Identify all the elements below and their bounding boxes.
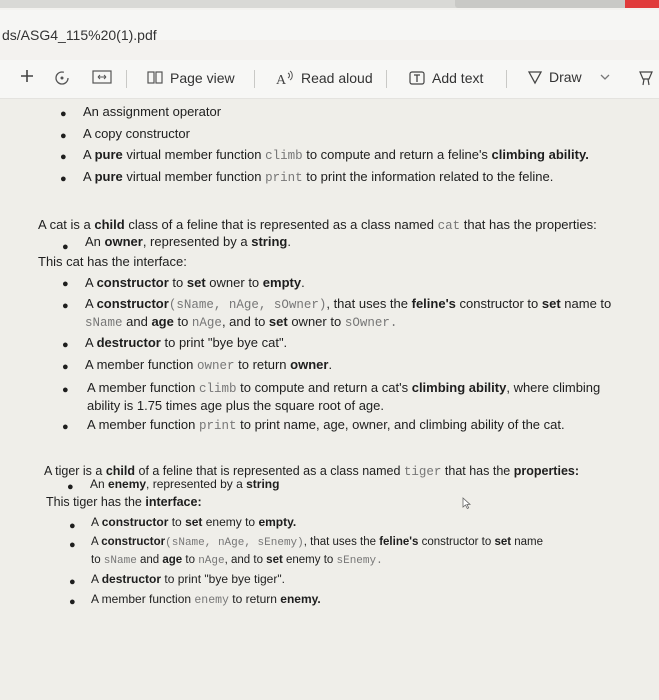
text-run: interface: xyxy=(145,495,202,509)
text-run: A member function xyxy=(85,357,197,372)
add-text-label: Add text xyxy=(432,70,484,86)
list-item xyxy=(87,415,565,436)
text-run: A xyxy=(85,296,97,311)
text-run: A copy constructor xyxy=(83,126,190,141)
tiger-property xyxy=(90,474,279,494)
text-run: . xyxy=(301,275,305,290)
bullet: ● xyxy=(60,108,67,120)
text-run: to xyxy=(168,275,187,290)
text-run: climbing ability xyxy=(411,380,507,395)
text-run: empty xyxy=(262,275,302,290)
text-run: to compute and return a cat's xyxy=(236,380,412,395)
text-run: An xyxy=(85,234,105,249)
bullet: ● xyxy=(62,339,69,351)
list-item xyxy=(91,512,296,532)
text-run: child xyxy=(105,464,136,478)
text-run: , where climbing xyxy=(506,380,601,395)
text-run: enemy. xyxy=(280,592,321,606)
text-run: constructor xyxy=(101,515,169,529)
text-run: sEnemy. xyxy=(336,555,383,567)
page-view-icon xyxy=(146,69,164,87)
text-run: enemy to xyxy=(282,554,337,566)
text-run: nAge xyxy=(198,555,225,567)
text-run: , represented by a xyxy=(142,234,252,249)
text-run: owner to xyxy=(205,275,263,290)
list-item xyxy=(83,102,221,122)
text-run: A xyxy=(83,147,95,162)
pdf-page-content xyxy=(0,99,659,700)
bullet: ● xyxy=(62,278,69,290)
text-run: and xyxy=(136,554,163,566)
text-run: A member function xyxy=(91,592,195,606)
text-run: cat xyxy=(437,219,461,233)
text-run: A xyxy=(91,536,102,548)
text-run: properties: xyxy=(513,464,580,478)
text-run: A tiger is a xyxy=(44,464,106,478)
draw-label: Draw xyxy=(549,69,582,85)
text-run: , that uses the xyxy=(303,536,380,548)
text-run: , and to xyxy=(221,314,269,329)
zoom-in-button[interactable] xyxy=(20,69,34,83)
draw-icon xyxy=(527,69,543,85)
text-run: sName xyxy=(103,555,137,567)
bullet: ● xyxy=(69,539,76,551)
text-run: climbing ability. xyxy=(491,147,589,162)
text-run: to print "bye bye cat". xyxy=(160,335,288,350)
text-run: to xyxy=(91,554,104,566)
list-item-continued xyxy=(87,396,384,416)
list-item-continued xyxy=(85,312,397,333)
tiger-interface-heading xyxy=(46,492,202,512)
text-run: enemy to xyxy=(202,515,259,529)
text-run: A xyxy=(91,572,102,586)
text-run: to print the information related to the feline. xyxy=(302,169,554,184)
text-run: climb xyxy=(199,382,237,396)
fit-page-button[interactable] xyxy=(92,69,112,85)
text-run: set xyxy=(186,275,206,290)
text-run: to print name, age, owner, and climbing ability of the cat. xyxy=(236,417,565,432)
bullet: ● xyxy=(62,361,69,373)
list-item xyxy=(83,124,190,144)
text-run: This cat has the interface: xyxy=(38,254,187,269)
bullet: ● xyxy=(62,300,69,312)
bullet: ● xyxy=(62,421,69,433)
list-item xyxy=(85,333,287,353)
text-run: age xyxy=(162,554,183,566)
text-run: age xyxy=(151,314,174,329)
close-tab-button[interactable] xyxy=(625,0,659,8)
text-run: to print "bye bye tiger". xyxy=(161,572,285,586)
bullet: ● xyxy=(60,130,67,142)
text-run: constructor xyxy=(101,536,166,548)
bullet: ● xyxy=(69,520,76,532)
text-run: print xyxy=(265,171,303,185)
text-run: to return xyxy=(228,592,281,606)
text-run: that has the properties: xyxy=(460,217,597,232)
plus-icon xyxy=(20,69,34,83)
text-run: string xyxy=(251,234,288,249)
text-run: empty. xyxy=(258,515,297,529)
text-run: , represented by a xyxy=(146,477,247,491)
text-run: An assignment operator xyxy=(83,104,222,119)
text-run: print xyxy=(199,419,237,433)
text-run: An xyxy=(90,477,109,491)
list-item xyxy=(91,569,285,589)
text-run: . xyxy=(328,357,333,372)
text-run: set xyxy=(268,314,288,329)
read-aloud-button[interactable] xyxy=(275,69,373,87)
text-run: to xyxy=(168,515,186,529)
text-run: child xyxy=(94,217,125,232)
bullet: ● xyxy=(69,596,76,608)
pdf-toolbar xyxy=(0,60,659,99)
text-run: enemy xyxy=(194,594,229,607)
svg-text:A: A xyxy=(276,73,287,87)
bullet: ● xyxy=(62,241,69,253)
draw-button[interactable] xyxy=(527,69,610,85)
bullet: ● xyxy=(67,481,74,493)
bullet: ● xyxy=(60,173,67,185)
text-run: owner to xyxy=(287,314,345,329)
list-item xyxy=(83,167,553,188)
text-run: constructor xyxy=(96,275,169,290)
text-run: , that uses the xyxy=(326,296,412,311)
highlighter-icon xyxy=(638,69,654,87)
cat-interface-heading xyxy=(38,252,187,272)
rotate-icon xyxy=(53,69,71,87)
bullet: ● xyxy=(69,576,76,588)
text-run: A xyxy=(83,169,95,184)
fit-page-icon xyxy=(92,69,112,85)
list-item-continued xyxy=(91,550,383,571)
text-run: and xyxy=(122,314,152,329)
text-run: constructor to xyxy=(455,296,542,311)
text-run: pure xyxy=(94,147,123,162)
text-run: set xyxy=(494,536,512,548)
text-run: constructor to xyxy=(418,536,495,548)
text-run: sOwner. xyxy=(344,316,398,330)
bullet: ● xyxy=(60,151,67,163)
text-run: owner xyxy=(290,357,329,372)
text-run: to return xyxy=(234,357,291,372)
text-run: ability is 1.75 times age plus the square root of age. xyxy=(87,398,385,413)
text-run: A xyxy=(91,515,102,529)
text-run: A cat is a xyxy=(38,217,95,232)
mouse-cursor-icon xyxy=(462,497,472,509)
add-text-button[interactable] xyxy=(408,69,483,87)
text-run: name xyxy=(511,536,544,548)
read-aloud-label: Read aloud xyxy=(301,70,373,86)
text-run: class of a feline that is represented as a class named xyxy=(124,217,438,232)
toolbar-divider xyxy=(386,70,387,88)
toolbar-divider xyxy=(254,70,255,88)
text-run: owner xyxy=(104,234,143,249)
highlight-button[interactable] xyxy=(638,69,654,87)
browser-tab-strip xyxy=(0,0,659,8)
text-run: name to xyxy=(560,296,612,311)
text-run: set xyxy=(266,554,283,566)
page-view-button[interactable] xyxy=(146,69,235,87)
text-run: , and to xyxy=(224,554,267,566)
page-view-label: Page view xyxy=(170,70,235,86)
text-run: enemy xyxy=(108,477,147,491)
add-text-icon xyxy=(408,69,426,87)
address-text: ds/ASG4_115%20(1).pdf xyxy=(2,27,157,43)
list-item xyxy=(91,589,321,611)
text-run: tiger xyxy=(403,465,442,479)
chevron-down-icon[interactable] xyxy=(600,73,610,81)
list-item xyxy=(83,145,589,166)
text-run: A member function xyxy=(87,380,199,395)
text-run: of a feline that is represented as a class named xyxy=(135,464,404,478)
text-run: A member function xyxy=(87,417,199,432)
toolbar-divider xyxy=(506,70,507,88)
text-run: string xyxy=(246,477,280,491)
text-run: (sName, nAge, sEnemy) xyxy=(165,537,304,549)
text-run: climb xyxy=(265,149,303,163)
text-run: sName xyxy=(85,316,123,330)
text-run: set xyxy=(185,515,203,529)
cat-property xyxy=(85,232,291,252)
text-run: A xyxy=(85,275,97,290)
text-run: to xyxy=(173,314,192,329)
text-run: (sName, nAge, sOwner) xyxy=(168,298,327,312)
text-run: destructor xyxy=(101,572,162,586)
text-run: set xyxy=(541,296,561,311)
list-item xyxy=(85,273,305,293)
text-run: pure xyxy=(94,169,123,184)
text-run: A xyxy=(85,335,97,350)
text-run: owner xyxy=(197,359,235,373)
text-run: virtual member function xyxy=(122,169,266,184)
text-run: virtual member function xyxy=(122,147,266,162)
bullet: ● xyxy=(62,384,69,396)
text-run: This tiger has the xyxy=(46,495,146,509)
address-bar[interactable] xyxy=(0,10,659,43)
text-run: that has the xyxy=(441,464,514,478)
fit-button[interactable] xyxy=(53,69,71,87)
text-run: feline's xyxy=(379,536,419,548)
text-run: to compute and return a feline's xyxy=(302,147,492,162)
read-aloud-icon xyxy=(275,69,295,87)
list-item xyxy=(85,355,332,376)
text-run: destructor xyxy=(96,335,161,350)
text-run: to xyxy=(182,554,199,566)
text-run: constructor xyxy=(96,296,169,311)
text-run: feline's xyxy=(411,296,456,311)
text-run: nAge xyxy=(191,316,222,330)
text-run: . xyxy=(287,234,291,249)
toolbar-divider xyxy=(126,70,127,88)
